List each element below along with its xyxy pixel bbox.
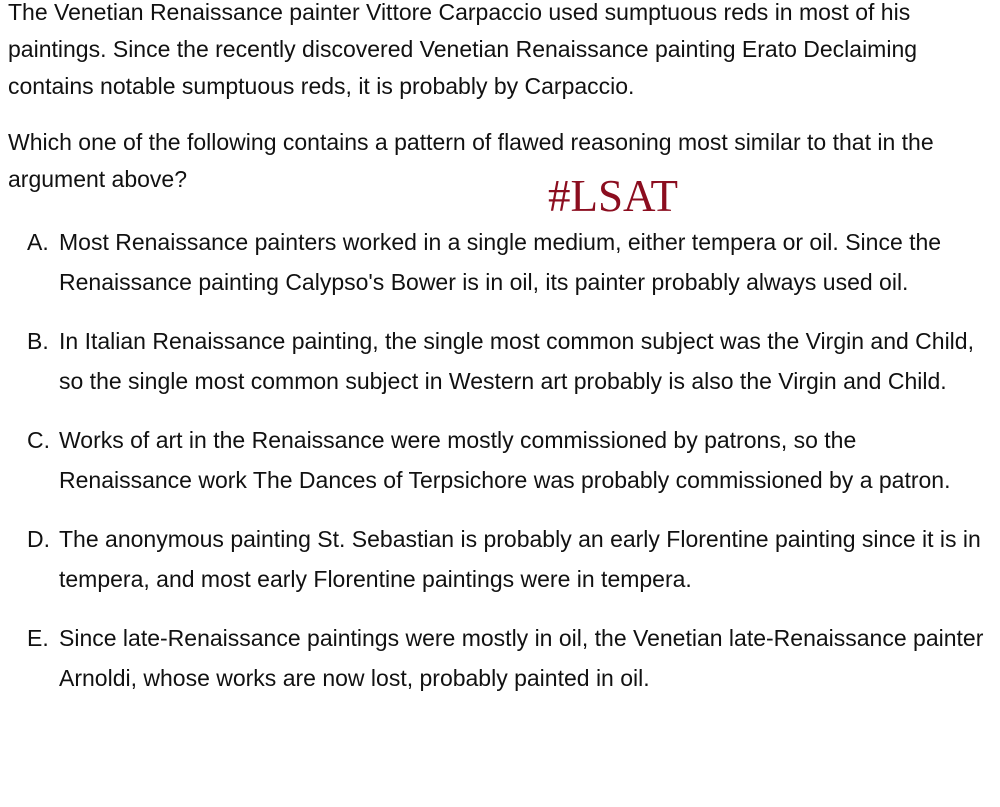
lsat-hashtag-watermark: #LSAT xyxy=(548,171,679,221)
answer-choice-d[interactable] xyxy=(0,520,984,599)
argument-stimulus: The Venetian Renaissance painter Vittore Carpaccio used sumptuous reds in most of his paintings. Since the recently discovered Venetian Renaissance painting Erato Declaiming contains notable sumptuous reds, it is probably by Carpaccio. xyxy=(8,0,918,99)
answer-choice-b[interactable] xyxy=(0,322,984,401)
choice-text: In Italian Renaissance painting, the single most common subject was the Virgin and Child, so the single most common subject in Western art probably is also the Virgin and Child. xyxy=(59,328,974,394)
question-stem: Which one of the following contains a pattern of flawed reasoning most similar to that in the argument above? xyxy=(8,129,934,192)
choice-letter: A. xyxy=(27,229,49,255)
answer-choice-e[interactable] xyxy=(0,619,984,698)
answer-choice-c[interactable] xyxy=(0,421,984,500)
answer-choice-a[interactable] xyxy=(0,223,984,302)
choice-letter: C. xyxy=(27,427,50,453)
choice-letter: B. xyxy=(27,328,49,354)
choice-text: Since late-Renaissance paintings were mostly in oil, the Venetian late-Renaissance painter Arnoldi, whose works are now lost, probably painted in oil. xyxy=(59,625,984,691)
answer-choices-list xyxy=(0,223,1000,718)
choice-text: The anonymous painting St. Sebastian is probably an early Florentine painting since it is in tempera, and most early Florentine paintings were in tempera. xyxy=(59,526,981,592)
choice-letter: E. xyxy=(27,625,49,651)
choice-text: Works of art in the Renaissance were mostly commissioned by patrons, so the Renaissance work The Dances of Terpsichore was probably commissioned by a patron. xyxy=(59,427,951,493)
choice-text: Most Renaissance painters worked in a single medium, either tempera or oil. Since the Renaissance painting Calypso's Bower is in oil, its painter probably always used oil. xyxy=(59,229,942,295)
choice-letter: D. xyxy=(27,526,50,552)
